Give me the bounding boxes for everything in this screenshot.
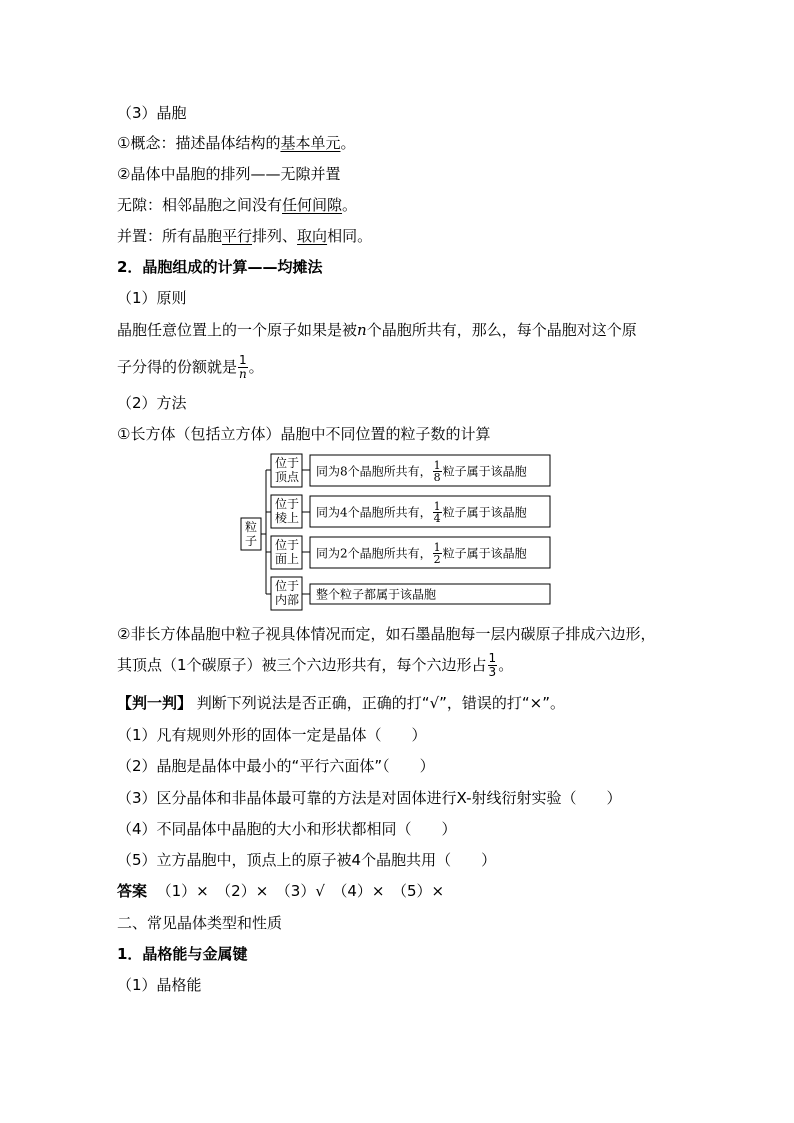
- arrangement-line: ②晶体中晶胞的排列——无隙并置: [117, 165, 341, 183]
- section-3-title: （3）晶胞: [117, 104, 187, 122]
- position-label-2: 位于 棱上: [274, 497, 299, 525]
- principle-prefix: 晶胞任意位置上的一个原子如果是被: [117, 321, 358, 339]
- question-3: （3）区分晶体和非晶体最可靠的方法是对固体进行X-射线衍射实验（ ）: [117, 789, 622, 807]
- nonrect-line-1: ②非长方体晶胞中粒子视具体情况而定，如石墨晶胞每一层内碳原子排成六边形，: [117, 625, 656, 643]
- principle-variable: n: [357, 321, 367, 339]
- section-1-title: 1．晶格能与金属键: [117, 945, 248, 963]
- fraction-numerator: 1: [488, 651, 497, 665]
- judge-line: [117, 693, 565, 713]
- description-label-2: 同为4个晶胞所共有， $\frac{1}{4}$ 粒子属于该晶胞: [316, 500, 527, 525]
- nonrect-line-2: [117, 648, 513, 682]
- description-label-3: 同为2个晶胞所共有， $\frac{1}{2}$ 粒子属于该晶胞: [316, 541, 527, 566]
- bingzhi-underlined-1: 平行: [222, 227, 253, 245]
- description-fraction-1: $\frac{1}{8}$: [433, 459, 441, 484]
- concept-prefix: ①概念：描述晶体结构的: [117, 134, 281, 152]
- fraction-1-over-3: [488, 652, 498, 679]
- wuxi-underlined: 任何间隙: [282, 196, 343, 214]
- answer-text: （1）× （2）× （3）√ （4）× （5）×: [156, 882, 445, 900]
- position-label-3: 位于 面上: [274, 538, 299, 566]
- question-5: （5）立方晶胞中，顶点上的原子被4个晶胞共用（ ）: [117, 851, 497, 869]
- fraction-numerator: 1: [239, 353, 247, 367]
- concept-underlined: 基本单元: [280, 134, 341, 152]
- bingzhi-prefix: 并置：所有晶胞: [117, 227, 223, 245]
- nonrect2-prefix: 其顶点（1个碳原子）被三个六边形共有，每个六边形占: [117, 656, 487, 674]
- description-label-1: 同为8个晶胞所共有， $\frac{1}{8}$ 粒子属于该晶胞: [316, 459, 527, 484]
- bingzhi-suffix: 相同。: [327, 227, 373, 245]
- principle-suffix: 个晶胞所共有，那么，每个晶胞对这个原: [366, 321, 637, 339]
- position-label-4: 位于 内部: [274, 579, 299, 607]
- wuxi-prefix: 无隙：相邻晶胞之间没有: [117, 196, 283, 214]
- diagram-root-label: 粒 子: [244, 520, 257, 548]
- description-fraction-3: $\frac{1}{2}$: [433, 541, 441, 566]
- question-4: （4）不同晶体中晶胞的大小和形状都相同（ ）: [117, 820, 457, 838]
- nonrect2-suffix: 。: [498, 656, 514, 674]
- position-label-1: 位于 顶点: [274, 456, 299, 484]
- lattice-energy-title: （1）晶格能: [117, 976, 202, 994]
- answer-line: [117, 881, 444, 901]
- description-fraction-2: $\frac{1}{4}$: [433, 500, 441, 525]
- judge-text: 判断下列说法是否正确，正确的打“√”，错误的打“×”。: [196, 694, 566, 712]
- part-2-title: 二、常见晶体类型和性质: [117, 914, 283, 932]
- description-label-4: 整个粒子都属于该晶胞: [316, 587, 437, 602]
- question-1: （1）凡有规则外形的固体一定是晶体（ ）: [117, 726, 427, 744]
- principle-title: （1）原则: [117, 289, 187, 307]
- principle2-prefix: 子分得的份额就是: [117, 358, 238, 376]
- question-2: （2）晶胞是晶体中最小的“平行六面体”（ ）: [117, 757, 435, 775]
- fraction-denominator: n: [238, 367, 247, 381]
- method-item-1: ①长方体（包括立方体）晶胞中不同位置的粒子数的计算: [117, 425, 491, 443]
- concept-suffix: 。: [340, 134, 356, 152]
- principle2-suffix: 。: [248, 358, 264, 376]
- section-2-title: 2．晶胞组成的计算——均摊法: [117, 258, 323, 276]
- bingzhi-underlined-2: 取向: [297, 227, 328, 245]
- method-title: （2）方法: [117, 394, 187, 412]
- judge-label: 【判一判】: [117, 694, 193, 712]
- wuxi-suffix: 。: [342, 196, 358, 214]
- fraction-denominator: 3: [488, 665, 497, 679]
- answer-label: 答案: [117, 882, 148, 900]
- bingzhi-mid: 排列、: [252, 227, 298, 245]
